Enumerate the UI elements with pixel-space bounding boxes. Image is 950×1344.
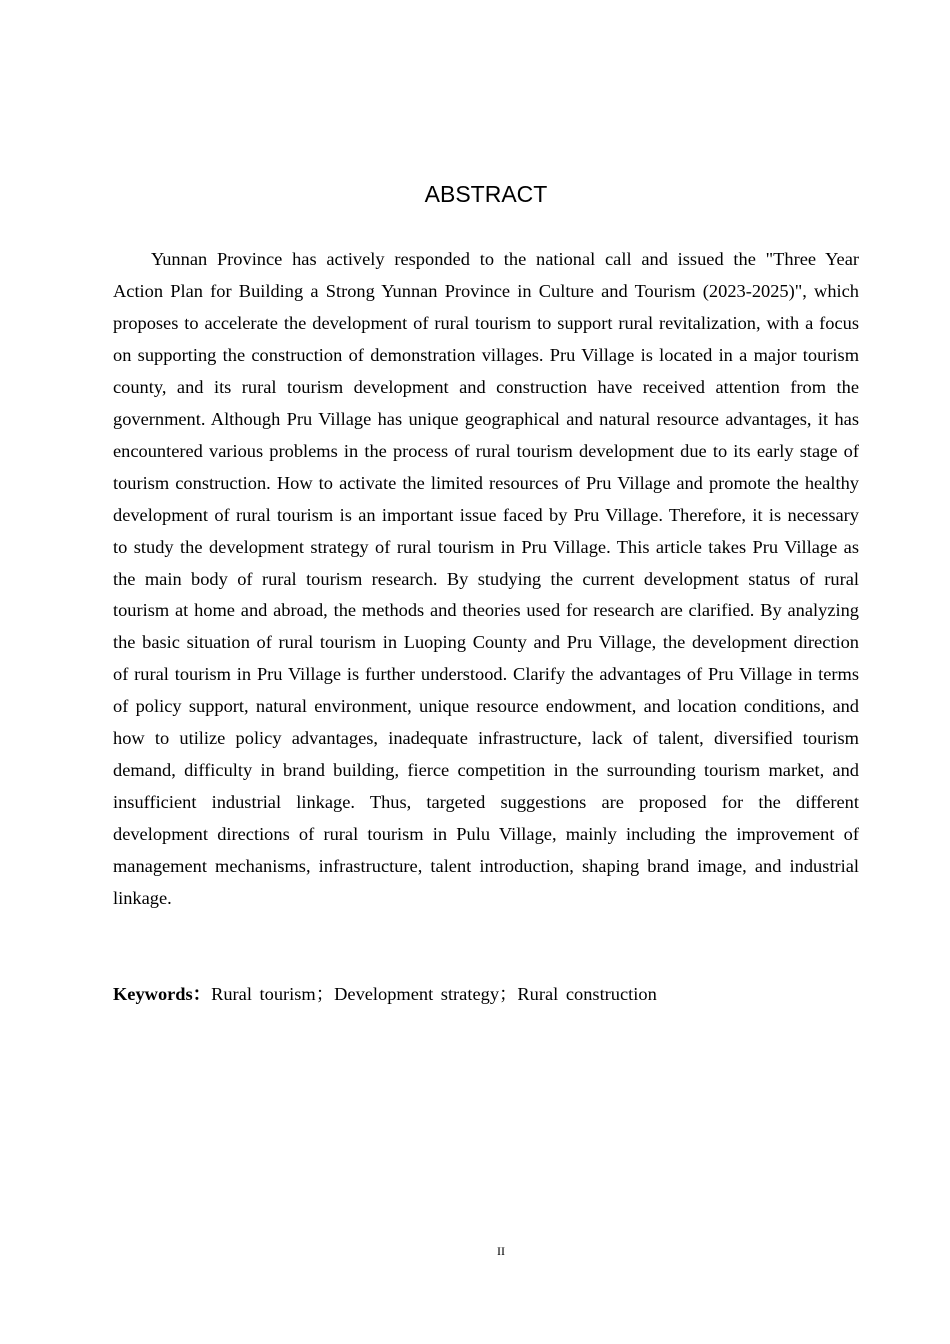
abstract-paragraph: Yunnan Province has actively responded to the national call and issued the "Three Year Action Plan for Building a Strong Yunnan Province in Culture and Tourism (2023-2025)", which proposes to accelerate the development of rural tourism to support rural revitalization, with a focus on supporting the construction of demonstration villages. Pru Village is located in a major tourism county, and its rural tourism development and construction have received attention from the government. Although Pru Village has unique geographical and natural resource advantages, it has encountered various problems in the process of rural tourism development due to its early stage of tourism construction. How to activate the limited resources of Pru Village and promote the healthy development of rural tourism is an important issue faced by Pru Village. Therefore, it is necessary to study the development strategy of rural tourism in Pru Village. This article takes Pru Village as the main body of rural tourism research. By studying the current development status of rural tourism at home and abroad, the methods and theories used for research are clarified. By analyzing the basic situation of rural tourism in Luoping County and Pru Village, the development direction of rural tourism in Pru Village is further understood. Clarify the advantages of Pru Village in terms of policy support, natural environment, unique resource endowment, and location conditions, and how to utilize policy advantages, inadequate infrastructure, lack of talent, diversified tourism demand, difficulty in brand building, fierce competition in the surrounding tourism market, and insufficient industrial linkage. Thus, targeted suggestions are proposed for the different development directions of rural tourism in Pulu Village, mainly including the improvement of management mechanisms, infrastructure, talent introduction, shaping brand image, and industrial linkage.	[113, 249, 859, 909]
keywords-line	[113, 978, 859, 1010]
abstract-title: ABSTRACT	[424, 181, 548, 207]
page-number: II	[497, 1244, 505, 1258]
keywords-label: Keywords：	[113, 984, 212, 1004]
keywords-value: Rural tourism；Development strategy；Rural construction	[211, 984, 657, 1004]
